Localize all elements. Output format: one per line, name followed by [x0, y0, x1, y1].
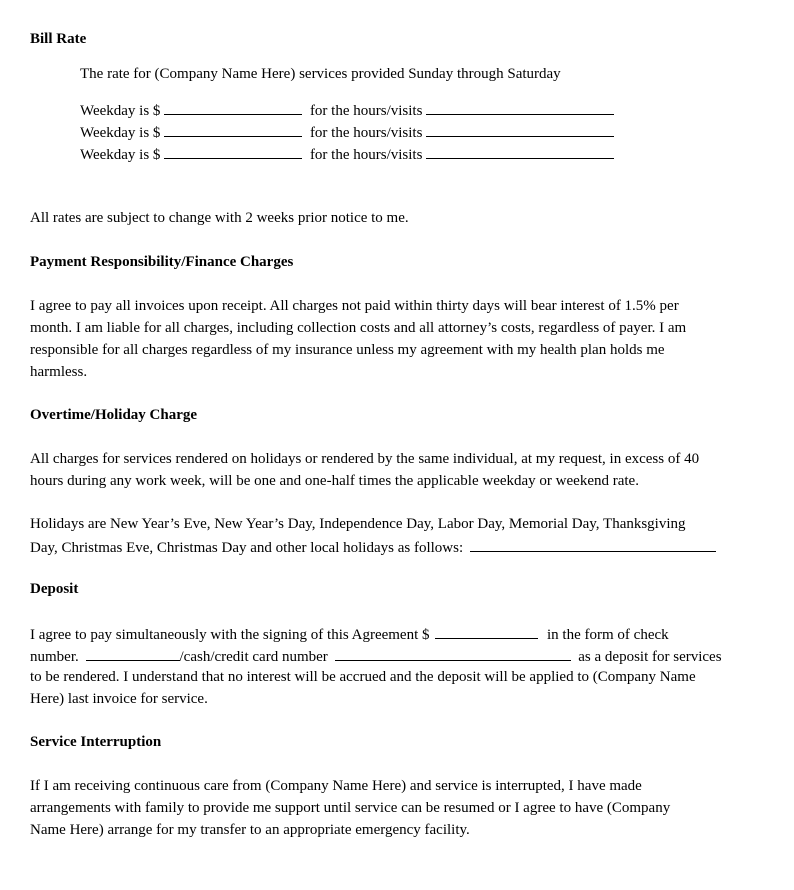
deposit-line-text: /cash/credit card number — [179, 649, 328, 665]
payment-text-line: I agree to pay all invoices upon receipt. All charges not paid within thirty days will bear interest of 1.5% per — [30, 298, 679, 314]
deposit-heading: Deposit — [30, 581, 79, 597]
rate-amount-field[interactable] — [164, 122, 302, 137]
rate-hours-field[interactable] — [426, 122, 614, 137]
rate-row-label: Weekday is $ — [80, 125, 161, 141]
holidays-field[interactable] — [470, 537, 716, 552]
holidays-line-text: Day, Christmas Eve, Christmas Day and other local holidays as follows: — [30, 540, 464, 556]
service-interruption-line: If I am receiving continuous care from (Company Name Here) and service is interrupted, I have made — [30, 778, 642, 794]
payment-text-line: harmless. — [30, 364, 88, 380]
rate-hours-label: for the hours/visits — [309, 125, 423, 141]
deposit-line-text: I agree to pay simultaneously with the signing of this Agreement $ — [30, 627, 430, 643]
deposit-line — [30, 624, 669, 644]
service-interruption-line: arrangements with family to provide me support until service can be resumed or I agree to have (Company — [30, 800, 671, 816]
service-interruption-heading: Service Interruption — [30, 734, 162, 750]
payment-text-line: month. I am liable for all charges, including collection costs and all attorney’s costs, regardless of payer. I am — [30, 320, 687, 336]
rate-hours-label: for the hours/visits — [309, 147, 423, 163]
rate-row-label: Weekday is $ — [80, 103, 161, 119]
card-number-field[interactable] — [335, 646, 571, 661]
rate-hours-label: for the hours/visits — [309, 103, 423, 119]
payment-heading: Payment Responsibility/Finance Charges — [30, 254, 294, 270]
overtime-heading: Overtime/Holiday Charge — [30, 407, 198, 423]
deposit-amount-field[interactable] — [435, 624, 538, 639]
holidays-line — [30, 537, 716, 557]
deposit-line-text: number. — [30, 649, 79, 665]
overtime-text-line: All charges for services rendered on holidays or rendered by the same individual, at my request, in excess of 40 — [30, 451, 700, 467]
payment-text-line: responsible for all charges regardless of my insurance unless my agreement with my health plan holds me — [30, 342, 665, 358]
deposit-line: Here) last invoice for service. — [30, 691, 208, 707]
deposit-line — [30, 646, 722, 666]
rate-row — [80, 122, 614, 142]
deposit-line-text: in the form of check — [547, 627, 669, 643]
rate-amount-field[interactable] — [164, 100, 302, 115]
overtime-text-line: hours during any work week, will be one and one-half times the applicable weekday or weekend rate. — [30, 473, 639, 489]
bill-rate-heading: Bill Rate — [30, 31, 87, 47]
rate-hours-field[interactable] — [426, 100, 614, 115]
holidays-line: Holidays are New Year’s Eve, New Year’s Day, Independence Day, Labor Day, Memorial Day, Thanksgiving — [30, 516, 686, 532]
deposit-line: to be rendered. I understand that no interest will be accrued and the deposit will be applied to (Company Name — [30, 669, 696, 685]
rate-amount-field[interactable] — [164, 144, 302, 159]
rates-notice: All rates are subject to change with 2 weeks prior notice to me. — [30, 210, 409, 226]
rate-row — [80, 100, 614, 120]
service-interruption-line: Name Here) arrange for my transfer to an appropriate emergency facility. — [30, 822, 470, 838]
deposit-line-text: as a deposit for services — [578, 649, 722, 665]
bill-rate-intro: The rate for (Company Name Here) services provided Sunday through Saturday — [80, 66, 561, 82]
rate-row — [80, 144, 614, 164]
rate-hours-field[interactable] — [426, 144, 614, 159]
rate-row-label: Weekday is $ — [80, 147, 161, 163]
check-number-field[interactable] — [86, 646, 180, 661]
